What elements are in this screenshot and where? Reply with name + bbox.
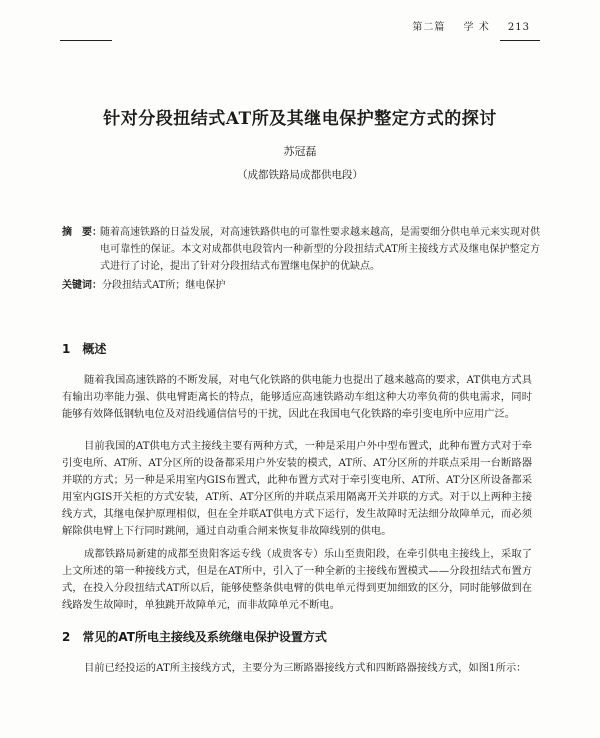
- section-number: 2: [62, 630, 71, 644]
- header-page-number: 213: [507, 22, 530, 33]
- abstract-text: 随着高速铁路的日益发展，对高速铁路供电的可靠性要求越来越高，是需要细分供电单元来实现对供电可靠性的保证。本文对成都供电段管内一种新型的分段扭结式AT所主接线方式及继电保护整定方式进行了讨论，提出了针对分段扭结式布置继电保护的优缺点。: [100, 227, 540, 272]
- body-paragraph: 目前我国的AT供电方式主接线主要有两种方式，一种是采用户外中型布置式，此种布置方式对于牵引变电所、AT所、AT分区所的设备都采用户外安装的模式，AT所、AT分区所的并联点采用一台断路器并联的方式；另一种是采用室内GIS布置式，此种布置方式对于牵引变电所、AT所、AT分区所设备都采用室内GIS开关柜的方式安装，AT所、AT分区所的并联点采用隔离开关并联的方式。对于以上两种主接线方式，其继电保护原理相似，但在全并联AT供电方式下运行，发生故障时无法细分故障单元，而必须解除供电臂上下行同时跳闸，通过自动重合闸来恢复非故障线别的供电。: [62, 440, 532, 537]
- article-affiliation: （成都铁路局成都供电段）: [237, 169, 363, 181]
- body-paragraph: 成都铁路局新建的成都至贵阳客运专线（成贵客专）乐山至贵阳段，在牵引供电主接线上，采取了上文所述的第一种接线方式，但是在AT所中，引入了一种全新的主接线布置模式——分段扭结式布置方式，在投入分段扭结式AT所以后，能够使整条供电臂的供电单元得到更加细致的区分，同时能够做到在线路发生故障时，单独跳开故障单元，而非故障单元不断电。: [62, 548, 532, 611]
- article-title: 针对分段扭结式AT所及其继电保护整定方式的探讨: [103, 109, 497, 129]
- keywords-text: 分段扭结式AT所；继电保护: [102, 280, 226, 291]
- keywords-label: 关键词：: [62, 280, 102, 291]
- section-title: 概述: [82, 342, 107, 356]
- header-rule-right: [500, 40, 540, 41]
- section-number: 1: [62, 342, 71, 356]
- header-issue: 第二篇: [412, 22, 446, 33]
- header-section: 学 术: [463, 22, 490, 33]
- running-header: [398, 18, 530, 33]
- section-title: 常见的AT所电主接线及系统继电保护设置方式: [82, 630, 327, 644]
- header-rule-left: [60, 40, 112, 41]
- section-heading-1: [62, 340, 106, 357]
- body-paragraph: 目前已经投运的AT所主接线方式，主要分为三断路器接线方式和四断路器接线方式，如图1所示：: [84, 662, 527, 674]
- abstract-label: 摘 要：: [62, 227, 102, 238]
- keywords: [62, 276, 540, 291]
- body-paragraph: 随着我国高速铁路的不断发展，对电气化铁路的供电能力也提出了越来越高的要求，AT供电方式具有输出功率能力强、供电臂距离长的特点，能够适应高速铁路动车组这种大功率负荷的供电需求，同时能够有效降低钢轨电位及对沿线通信信号的干扰，因此在我国电气化铁路的牵引变电所中应用广泛。: [62, 374, 532, 420]
- abstract: [62, 224, 540, 275]
- article-author: 苏冠磊: [283, 145, 317, 158]
- section-heading-2: [62, 628, 327, 645]
